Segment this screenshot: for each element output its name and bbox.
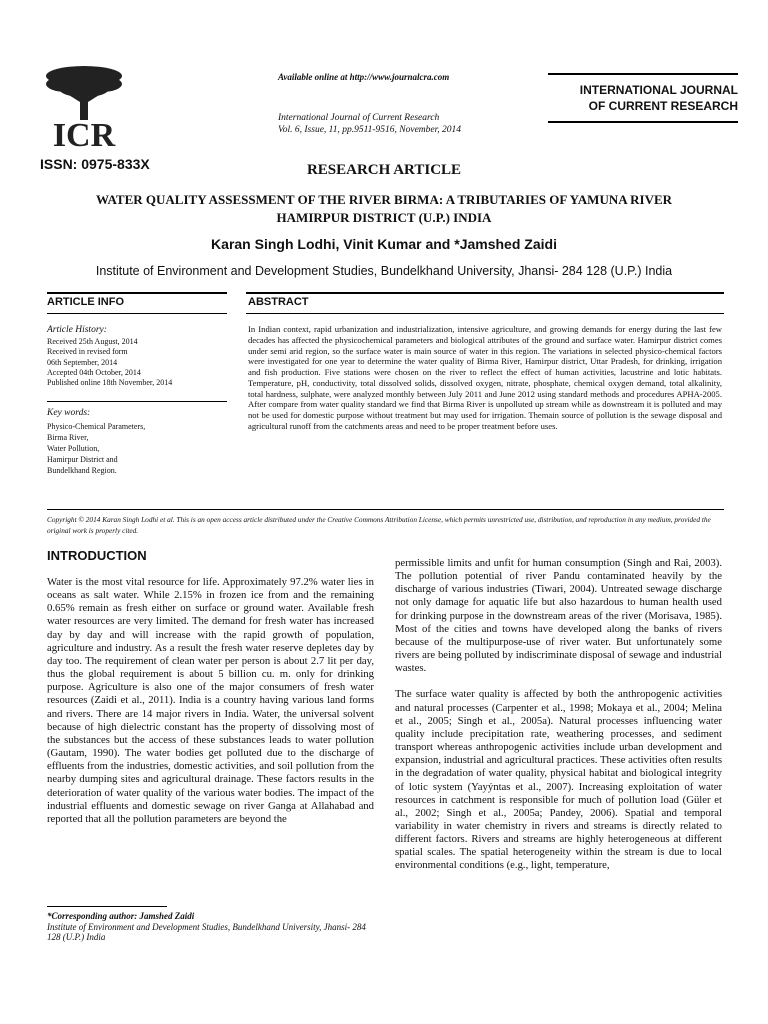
journal-name: International Journal of Current Research xyxy=(278,113,440,123)
institution: Institute of Environment and Development Studies, Bundelkhand University, Jhansi- 284 128 (U.P.) India xyxy=(95,264,673,278)
right-column xyxy=(395,557,722,886)
corresponding-address: Institute of Environment and Development Studies, Bundelkhand University, Jhansi- 284 128 (U.P.) India xyxy=(47,921,366,942)
abstract-text: In Indian context, rapid urbanization and industrialization, intensive agriculture, and growing demands for energy during the last few decades has affected the physicochemical parameters and biological attributes of the ground and surface water. Hamirpur district comes under semi arid region, so the surface water is main source of water in this region. The variations in selected physico-chemical factors were investigated for one year to determine the water quality of Birma River, Hamirpur district, Uttar Pradesh, for drinking, irrigation and fish production. Five stations were chosen on the river to reflect the effect of human activities, lacustrine and lotic habitats. Temperature, pH, conductivity, total dissolved solids, dissolved oxygen, nitrate, phosphate, chemical oxygen demand, total alkalinity, total hardness, sulphate, were analyzed monthly between July 2011 and June 2012 using standard methods and procedures APHA-2005. After compare from water quality standard we find that Birma River is unpolluted up stream while as downstream it is polluted and may not be used for domestic purpose without treatment but may used for irrigation. Themain source of pollution is the sewage disposal and agricultural runoff from the catchments areas and need to be proper treatment before uses. xyxy=(248,324,722,431)
authors: Karan Singh Lodhi, Vinit Kumar and *Jamshed Zaidi xyxy=(211,236,557,252)
intro-paragraph: The surface water quality is affected by both the anthropogenic activities and natural processes (Carpenter et al., 1998; Mokaya et al., 2004; Melina et al., 2005; Singh et al., 2005a). Natural processes influencing water quality include precipitation rate, weathering processes, and sediment transport whereas anthropogenic activities include urban development and expansion, industrial and agricultural practices. These activities often results in the degradation of water quality, physical habitat and biological integrity of lotic system (Yayýntas et al., 2007). Increasing exploitation of water resources in catchment is responsible for much of pollution load (Güler et al., 2002; Singh et al., 2005a; Pandey, 2006). Spatial and temporal variability in water chemistry in rivers and streams is directly related to different factors. Rivers and streams are highly heterogeneous at different spatial scales. The spatial heterogeneity within the stream is due to local environmental conditions (e.g., light, temperature, xyxy=(395,688,722,872)
intro-paragraph: Water is the most vital resource for life. Approximately 97.2% water lies in oceans as salt water. While 2.15% in frozen ice from and the remaining 0.65% remain as fresh either on surface or ground water. Available fresh water resources are very limited. The demand for fresh water has increased day by day and will increase with the rapid growth of population, agriculture and industry. As a result the fresh water reserve depletes day by day too. The requirement of clean water per person is about 2.7 lit per day, thus the global requirement is about 5 billion cu. m. only for drinking purpose. Agriculture is also one of the major consumers of fresh water resources (Zaidi et al., 2011). India is a country having various land forms and rivers. There are 14 major rivers in India. Water, the universal solvent because of high dielectric constant has the property of dissolving most of the substances but the access of these substances leads to water pollution (Gautam, 1990). The water bodies get polluted due to the discharge of effluents from the industries, domestic activities, and soil pollution from the nearby dumping sites and agricultural drainage. These factors results in the deterioration of water quality of the various water bodies. The impact of the industrial effluents and domestic sewage on river Ganga at Allahabad and reported that all the pollution parameters are beyond the xyxy=(47,576,374,825)
history-item: Published online 18th November, 2014 xyxy=(47,378,173,388)
history-item: 06th September, 2014 xyxy=(47,357,118,367)
abstract-top-rule xyxy=(246,292,724,294)
title-line2: HAMIRPUR DISTRICT (U.P.) INDIA xyxy=(276,210,492,225)
history-item: Accepted 04th October, 2014 xyxy=(47,367,141,377)
keyword-item: Water Pollution, xyxy=(47,444,100,453)
history-item: Received 25th August, 2014 xyxy=(47,337,138,347)
article-info-heading: ARTICLE INFO xyxy=(47,296,124,308)
keywords xyxy=(47,408,237,476)
journal-title-line1: INTERNATIONAL JOURNAL xyxy=(579,83,738,97)
keyword-item: Hamirpur District and xyxy=(47,455,118,464)
svg-text:ICR: ICR xyxy=(52,117,116,152)
copyright-notice: Copyright © 2014 Karan Singh Lodhi et al. This is an open access article distributed under the Creative Commons Attribution License, which permits unrestricted use, distribution, and reproduction in any medium, provided the original work is properly cited. xyxy=(47,515,711,535)
corresponding-author xyxy=(47,911,377,943)
copyright-rule xyxy=(47,509,724,510)
keyword-item: Birma River, xyxy=(47,433,89,442)
history-divider xyxy=(47,401,227,402)
keyword-item: Physico-Chemical Parameters, xyxy=(47,422,146,431)
introduction-heading: INTRODUCTION xyxy=(47,548,147,563)
article-history xyxy=(47,325,237,388)
footnote-rule xyxy=(47,906,167,907)
intro-paragraph: permissible limits and unfit for human consumption (Singh and Rai, 2003). The pollution potential of river Pandu contaminated heavily by the discharge of various industries (Tiwari, 2004). Untreated sewage discharge not only damage for aquatic life but also hazardous to human health used for drinking purpose in the downstream areas of the river (Morisava, 1985). Most of the cities and towns have developed along the banks of rivers because of the multipurpose-use of river water. But unfortunately some rivers are being polluted by indiscriminate disposal of sewage and industrial wastes. xyxy=(395,557,722,675)
journal-logo xyxy=(34,62,134,152)
tree-icon xyxy=(46,66,122,120)
volume-info: Vol. 6, Issue, 11, pp.9511-9516, November, 2014 xyxy=(278,125,462,135)
journal-title-line2: OF CURRENT RESEARCH xyxy=(588,99,738,113)
journal-title-box xyxy=(548,73,738,123)
abstract-heading: ABSTRACT xyxy=(248,296,309,308)
article-title xyxy=(60,191,708,227)
abstract-head-rule xyxy=(246,313,724,314)
history-item: Received in revised form xyxy=(47,347,128,357)
info-head-rule xyxy=(47,313,227,314)
keywords-label: Key words: xyxy=(47,408,91,418)
title-line1: WATER QUALITY ASSESSMENT OF THE RIVER BIRMA: A TRIBUTARIES OF YAMUNA RIVER xyxy=(95,192,673,207)
info-top-rule xyxy=(47,292,227,294)
article-type: RESEARCH ARTICLE xyxy=(306,162,462,178)
history-label: Article History: xyxy=(47,325,107,335)
issn: ISSN: 0975-833X xyxy=(40,156,150,172)
corresponding-heading: *Corresponding author: Jamshed Zaidi xyxy=(47,911,195,921)
left-column xyxy=(47,576,374,839)
available-online[interactable]: Available online at http://www.journalcra.com xyxy=(278,72,450,82)
keyword-item: Bundelkhand Region. xyxy=(47,466,117,475)
